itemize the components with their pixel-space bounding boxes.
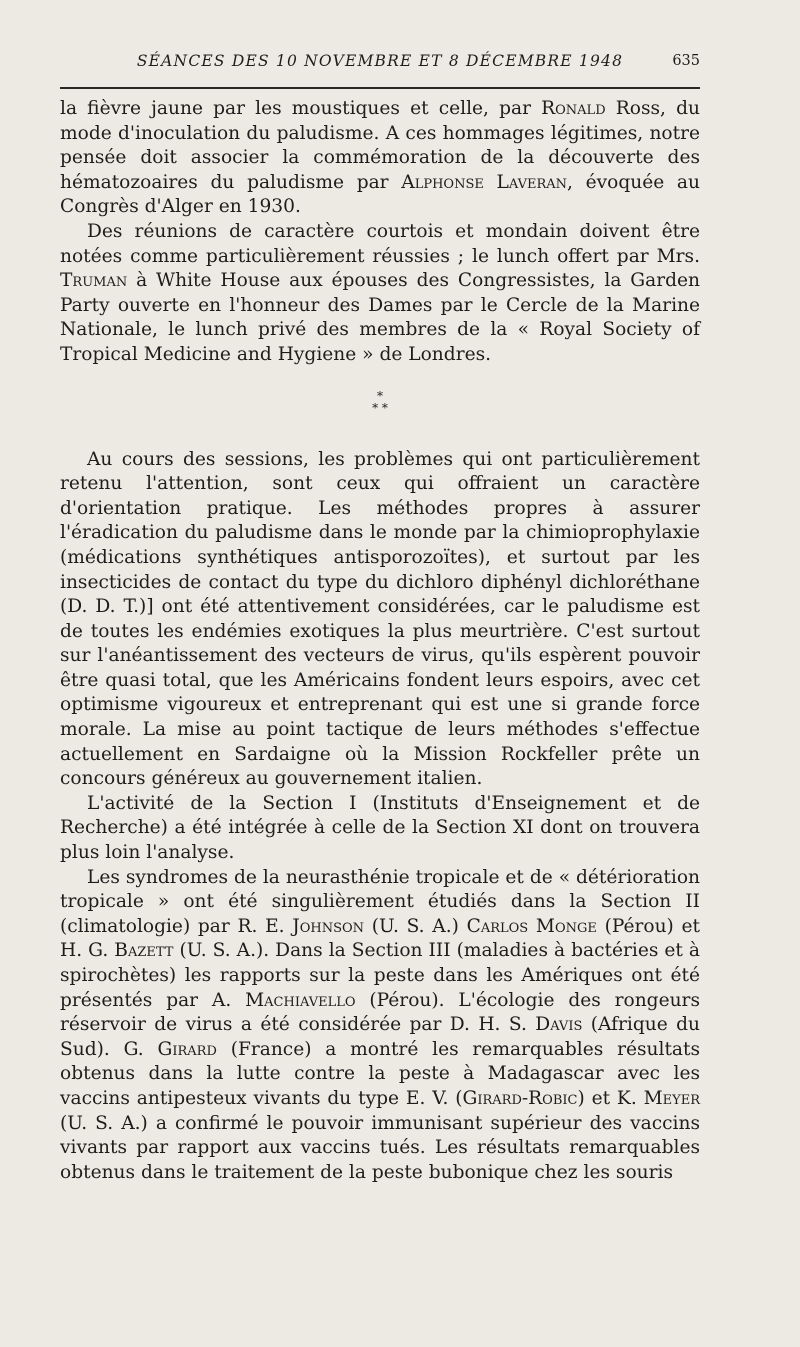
text-run: (Afrique du Sud). G. [60, 1014, 701, 1060]
text-run: à White House aux épouses des Congressistes, la Garden Party ouverte en l'honneur des Dames par le Cercle de la Marine Nationale, le lunch privé des membres de la « Royal Society of Tropical Medicine and Hygiene » de Londres. [60, 270, 700, 365]
person-name: Machiavello [245, 989, 356, 1011]
running-title: SÉANCES DES 10 NOVEMBRE ET 8 DÉCEMBRE 1948 [136, 52, 624, 70]
person-name: Johnson [292, 915, 365, 937]
text-run: (France) a montré les remarquables résultats obtenus dans la lutte contre la peste à Madagascar avec les vaccins antipesteux vivants du type E. V. ( [60, 1038, 701, 1109]
asterism-bottom: * * [372, 400, 388, 415]
person-name: Truman [60, 270, 128, 292]
person-name: Bazett [114, 940, 174, 962]
paragraph-1 [60, 97, 700, 220]
paragraph-3 [60, 448, 700, 792]
text-run: ) et K. [577, 1087, 644, 1109]
text-run: (Pérou) et H. G. [60, 915, 700, 962]
person-name: Girard-Robic [462, 1087, 578, 1109]
text-run: la fièvre jaune par les moustiques et celle, par [60, 98, 542, 119]
running-head [60, 52, 700, 78]
header-rule [60, 87, 700, 89]
person-name: Alphonse Laveran [401, 171, 568, 193]
text-run: Ross, du mode d'inoculation du paludisme. A ces hommages légitimes, notre pensée doit associer la commémoration de la découverte des hématozoaires du paludisme par [60, 98, 700, 193]
person-name: Ronald [541, 98, 606, 119]
person-name: Meyer [643, 1087, 701, 1109]
text-run: Des réunions de caractère courtois et mondain doivent être notées comme particulièrement réussies ; le lunch offert par Mrs. [60, 220, 700, 267]
text-run: , évoquée au Congrès d'Alger en 1930. [60, 171, 700, 218]
asterism-top: * [377, 388, 383, 403]
person-name: Girard [157, 1038, 217, 1060]
text-run: (Pérou). L'écologie des rongeurs réservoir de virus a été considérée par D. H. S. [60, 989, 700, 1036]
text-run: Les syndromes de la neurasthénie tropicale et de « détérioration tropicale » ont été singulièrement étudiés dans la Section II (climatologie) par R. E. [60, 866, 700, 937]
person-name: Carlos Monge [466, 915, 597, 937]
person-name: Davis [535, 1014, 583, 1036]
text-run: (U. S. A.) [364, 915, 467, 937]
text-run: Au cours des sessions, les problèmes qui ont particulièrement retenu l'attention, sont ceux qui offraient un caractère d'orientation pratique. Les méthodes propres à assurer l'éradication du paludisme dans le monde par la chimioprophylaxie (médications synthétiques antisporozoïtes), et surtout par les insecticides de contact du type du dichloro diphényl dichloréthane (D. D. T.)] ont été attentivement considérées, car le paludisme est de toutes les endémies exotiques la plus meurtrière. C'est surtout sur l'anéantissement des vecteurs de virus, qu'ils espèrent pouvoir être quasi total, que les Américains fondent leurs espoirs, avec cet optimisme vigoureux et entreprenant qui est une si grande force morale. La mise au point tactique de leurs méthodes s'effectue actuellement en Sardaigne où la Mission Rockfeller prête un concours généreux au gouvernement italien. [60, 448, 700, 790]
page-number: 635 [672, 53, 700, 69]
text-run: (U. S. A.) a confirmé le pouvoir immunisant supérieur des vaccins vivants par rapport aux vaccins tués. Les résultats remarquables obtenus dans le traitement de la peste bubonique chez les souris [60, 1112, 700, 1183]
paragraph-4 [60, 792, 700, 866]
body-text [60, 97, 700, 1185]
paragraph-2 [60, 220, 700, 368]
text-run: (U. S. A.). Dans la Section III (maladies à bactéries et à spirochètes) les rapports sur la peste dans les Amériques ont été présentés par A. [60, 940, 700, 1011]
text-run: L'activité de la Section I (Instituts d'Enseignement et de Recherche) a été intégrée à celle de la Section XI dont on trouvera plus loin l'analyse. [60, 792, 700, 864]
section-asterism [60, 390, 700, 414]
paragraph-5 [60, 866, 700, 1186]
